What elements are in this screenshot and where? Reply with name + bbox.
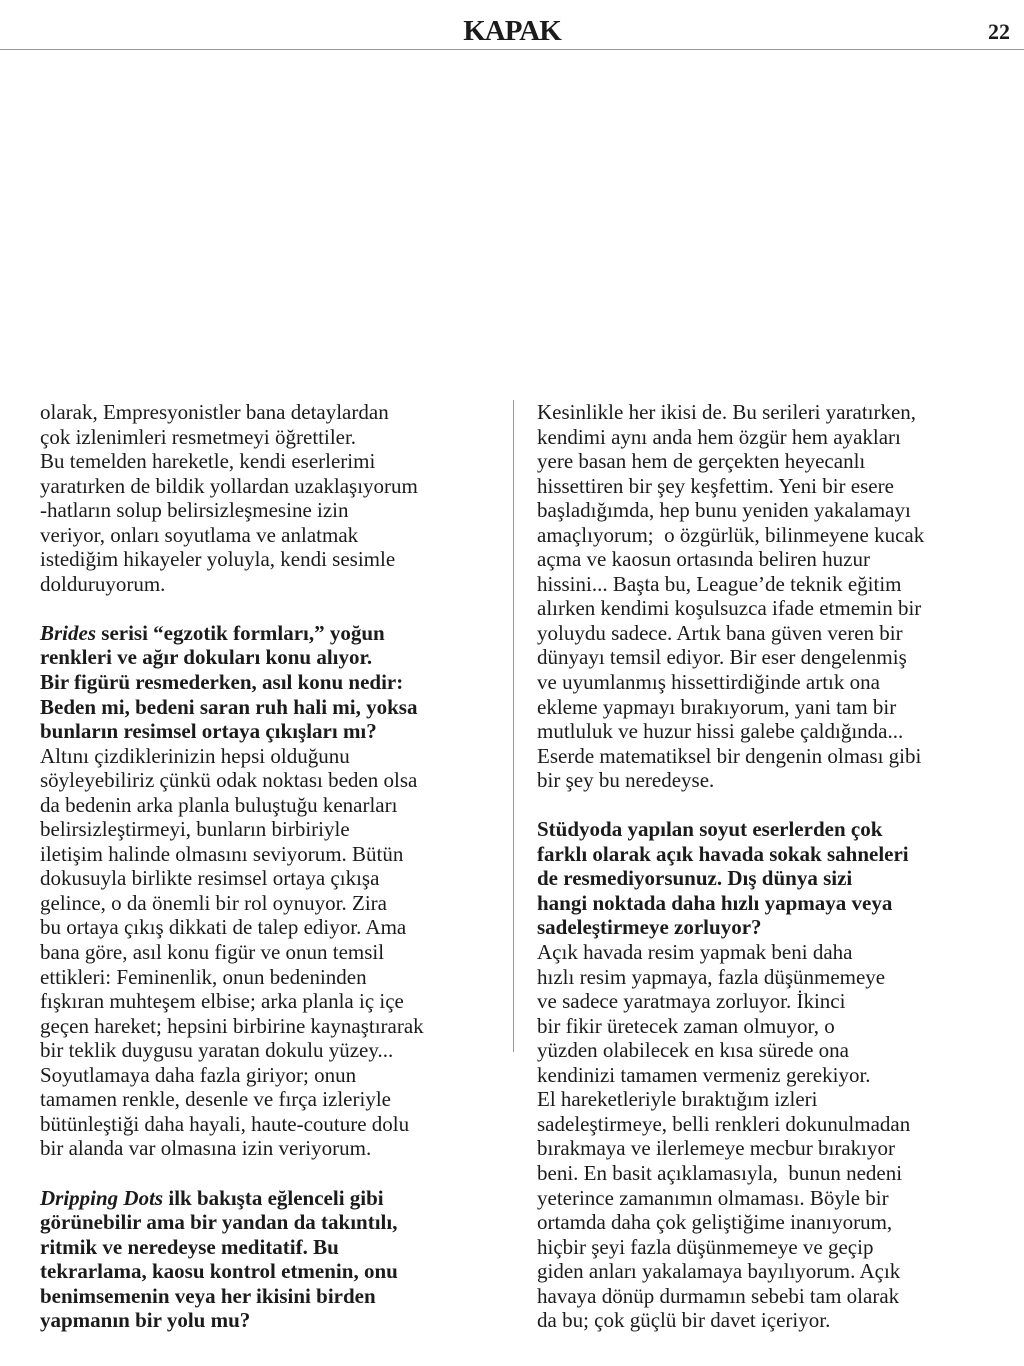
text-line: bunların resimsel ortaya çıkışları mı? (40, 719, 377, 744)
text-line: hızlı resim yapmaya, fazla düşünmemeye (537, 964, 886, 989)
right-column (537, 400, 1007, 1333)
text-line: ortamda daha çok geliştiğime inanıyorum, (537, 1210, 893, 1235)
text-line: havaya dönüp durmamın sebebi tam olarak (537, 1283, 900, 1308)
text-line: belirsizleştirmeyi, bunların birbiriyle (40, 817, 350, 842)
text-line: El hareketleriyle bıraktığım izleri (537, 1087, 818, 1112)
text-line: renkleri ve ağır dokuları konu alıyor. (40, 645, 373, 670)
text-line: bir fikir üretecek zaman olmuyor, o (537, 1013, 835, 1038)
text-line: hangi noktada daha hızlı yapmaya veya (537, 890, 893, 915)
text-line: dünyayı temsil ediyor. Bir eser dengelenmiş (537, 645, 907, 670)
text-line: ettikleri: Feminenlik, onun bedeninden (40, 964, 367, 989)
page-number: 22 (988, 19, 1010, 44)
header-rule (0, 49, 1024, 50)
text-line: Açık havada resim yapmak beni daha (537, 940, 853, 965)
text-line: farklı olarak açık havada sokak sahneleri (537, 841, 909, 866)
text-line: Soyutlamaya daha fazla giriyor; onun (40, 1062, 357, 1087)
text-line: yoluydu sadece. Artık bana güven veren bir (537, 620, 903, 645)
text-line: söyleyebiliriz çünkü odak noktası beden olsa (40, 768, 418, 793)
text-line: fışkıran muhteşem elbise; arka planla iç içe (40, 989, 404, 1014)
text-line: da bu; çok güçlü bir davet içeriyor. (537, 1308, 831, 1333)
text-line: sadeleştirmeye, belli renkleri dokunulmadan (537, 1111, 911, 1136)
text-line: sadeleştirmeye zorluyor? (537, 915, 762, 940)
text-line: bir teklik duygusu yaratan dokulu yüzey... (40, 1038, 394, 1063)
qa-block-dripping-dots (40, 1186, 500, 1333)
interview-question (40, 1186, 500, 1333)
text-line: ve sadece yaratmaya zorluyor. İkinci (537, 989, 846, 1014)
text-line: çok izlenimleri resmetmeyi öğrettiler. (40, 424, 357, 449)
text-line: ritmik ve neredeyse meditatif. Bu (40, 1234, 339, 1259)
text-line: benimsemenin veya her ikisini birden (40, 1283, 376, 1308)
text-line: alırken kendimi koşulsuzca ifade etmemin bir (537, 596, 922, 621)
section-title: KAPAK (463, 15, 561, 47)
text-line: kendimi aynı anda hem özgür hem ayakları (537, 424, 901, 449)
text-line: dolduruyorum. (40, 571, 166, 596)
text-line: geçen hareket; hepsini birbirine kaynaştırarak (40, 1013, 424, 1038)
text-line: yeterince zamanımın olmaması. Böyle bir (537, 1185, 889, 1210)
left-column (40, 400, 500, 1333)
page-header (0, 0, 1024, 50)
text-line: bırakmaya ve ilerlemeye mecbur bırakıyor (537, 1136, 896, 1161)
text-line: yaratırken de bildik yollardan uzaklaşıyorum (40, 473, 418, 498)
text-line: tamamen renkle, desenle ve fırça izleriyle (40, 1087, 391, 1112)
series-title: Brides (40, 620, 97, 645)
interview-question (40, 621, 500, 744)
text-line: veriyor, onları soyutlama ve anlatmak (40, 522, 359, 547)
text-line: hissettiren bir şey keşfettim. Yeni bir esere (537, 473, 894, 498)
text-fragment: serisi “egzotik formları,” yoğun (96, 620, 385, 645)
text-line: bir alanda var olmasına izin veriyorum. (40, 1136, 372, 1161)
text-line: yere basan hem de gerçekten heyecanlı (537, 449, 866, 474)
column-divider (513, 400, 514, 1052)
text-line: -hatların solup belirsizleşmesine izin (40, 498, 349, 523)
text-line: yapmanın bir yolu mu? (40, 1308, 251, 1333)
text-line: Eserde matematiksel bir dengenin olması gibi (537, 743, 922, 768)
text-line: bu ortaya çıkış dikkati de talep ediyor. Ama (40, 915, 407, 940)
text-line (40, 621, 500, 646)
text-line: bana göre, asıl konu figür ve onun temsil (40, 940, 385, 965)
text-line: Bir figürü resmederken, asıl konu nedir: (40, 670, 404, 695)
text-line: Beden mi, bedeni saran ruh hali mi, yoksa (40, 694, 418, 719)
text-line: beni. En basit açıklamasıyla, bunun nedeni (537, 1160, 903, 1185)
text-line: başladığımda, hep bunu yeniden yakalamayı (537, 498, 911, 523)
text-line: görünebilir ama bir yandan da takıntılı, (40, 1210, 398, 1235)
text-line: iletişim halinde olmasını seviyorum. Bütün (40, 841, 404, 866)
text-line: hissini... Başta bu, League’de teknik eğitim (537, 571, 902, 596)
interview-answer (537, 400, 1007, 793)
text-line: de resmediyorsunuz. Dış dünya sizi (537, 866, 853, 891)
text-line: ekleme yapmayı bırakıyorum, yani tam bir (537, 694, 897, 719)
text-line: da bedenin arka planla buluştuğu kenarları (40, 792, 398, 817)
text-line: açma ve kaosun ortasında beliren huzur (537, 547, 870, 572)
text-line: Bu temelden hareketle, kendi eserlerimi (40, 449, 376, 474)
text-line: tekrarlama, kaosu kontrol etmenin, onu (40, 1259, 398, 1284)
interview-answer (537, 940, 1007, 1333)
text-line: olarak, Empresyonistler bana detaylardan (40, 400, 389, 424)
paragraph-intro (40, 400, 500, 596)
text-line: bütünleştiği daha hayali, haute-couture dolu (40, 1111, 410, 1136)
text-line: ve uyumlanmış hissettirdiğinde artık ona (537, 670, 880, 695)
text-line: amaçlıyorum; o özgürlük, bilinmeyene kucak (537, 522, 925, 547)
text-line: giden anları yakalamaya bayılıyorum. Açık (537, 1259, 901, 1284)
series-title: Dripping Dots (40, 1185, 164, 1210)
text-line: Stüdyoda yapılan soyut eserlerden çok (537, 817, 883, 842)
interview-question (537, 817, 1007, 940)
text-line: gelince, o da önemli bir rol oynuyor. Zira (40, 890, 387, 915)
text-line: mutluluk ve huzur hissi galebe çaldığında... (537, 719, 904, 744)
interview-answer (40, 744, 500, 1161)
text-line: dokusuyla birlikte resimsel ortaya çıkışa (40, 866, 380, 891)
text-line: yüzden olabilecek en kısa sürede ona (537, 1038, 849, 1063)
text-line: bir şey bu neredeyse. (537, 768, 715, 793)
qa-block-outdoor (537, 817, 1007, 1332)
text-line: hiçbir şeyi fazla düşünmemeye ve geçip (537, 1234, 874, 1259)
text-line (40, 1186, 500, 1211)
text-line: istediğim hikayeler yoluyla, kendi sesimle (40, 547, 396, 572)
text-line: kendinizi tamamen vermeniz gerekiyor. (537, 1062, 871, 1087)
text-fragment: ilk bakışta eğlenceli gibi (163, 1185, 384, 1210)
text-line: Altını çizdiklerinizin hepsi olduğunu (40, 743, 350, 768)
text-line: Kesinlikle her ikisi de. Bu serileri yaratırken, (537, 400, 917, 424)
qa-block-brides (40, 621, 500, 1161)
